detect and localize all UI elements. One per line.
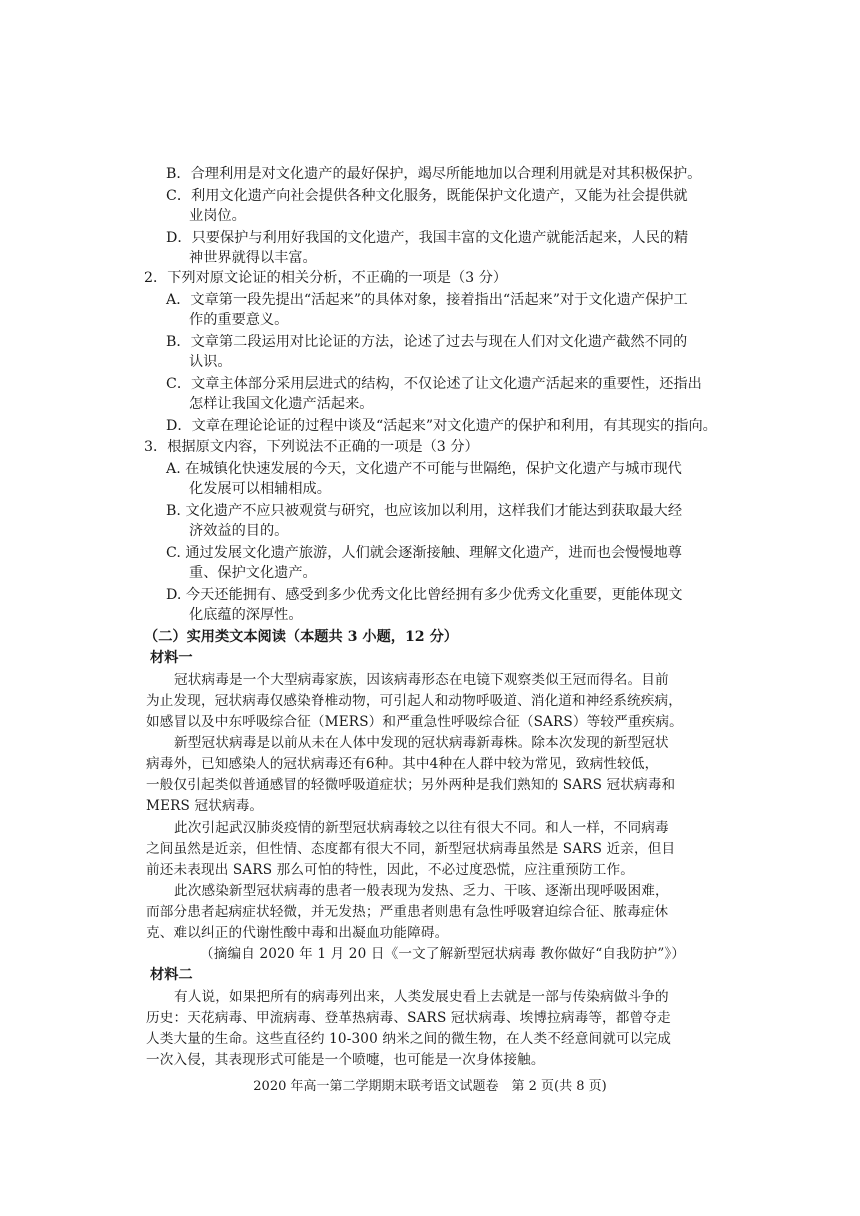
section-heading: （二）实用类文本阅读（本题共 3 小题，12 分） xyxy=(144,629,458,645)
material1-line: 此次引起武汉肺炎疫情的新型冠状病毒较之以往有很大不同。和人一样，不同病毒 xyxy=(174,820,669,836)
material2-line: 人类大量的生命。这些直径约 10-300 纳米之间的微生物，在人类不经意间就可以完成 xyxy=(146,1031,671,1047)
q2-option-b: B．文章第二段运用对比论证的方法，论述了过去与现在人们对文化遗产截然不同的 xyxy=(166,334,688,350)
q3-option-a-cont: 化发展可以相辅相成。 xyxy=(189,481,331,497)
q3-option-c-cont: 重、保护文化遗产。 xyxy=(189,565,317,581)
q1-option-c-cont: 业岗位。 xyxy=(189,208,246,224)
q3-option-a: A. 在城镇化快速发展的今天，文化遗产不可能与世隔绝，保护文化遗产与城市现代 xyxy=(166,461,682,477)
material1-line: 而部分患者起病症状轻微，并无发热；严重患者则患有急性呼吸窘迫综合征、脓毒症休 xyxy=(146,904,669,920)
material1-line: 此次感染新型冠状病毒的患者一般表现为发热、乏力、干咳、逐渐出现呼吸困难， xyxy=(174,883,669,899)
material1-line: 克、难以纠正的代谢性酸中毒和出凝血功能障碍。 xyxy=(146,925,449,941)
material1-source: （摘编自 2020 年 1 月 20 日《一文了解新型冠状病毒 教你做好“自我防护”》） xyxy=(200,946,686,962)
q3-option-d-cont: 化底蕴的深厚性。 xyxy=(189,607,303,623)
q2-option-c: C．文章主体部分采用层进式的结构，不仅论述了让文化遗产活起来的重要性，还指出 xyxy=(166,376,702,392)
q3-stem: 3．根据原文内容，下列说法不正确的一项是（3 分） xyxy=(144,439,479,455)
q2-option-a-cont: 作的重要意义。 xyxy=(189,312,289,328)
material1-line: 一般仅引起类似普通感冒的轻微呼吸道症状；另外两种是我们熟知的 SARS 冠状病毒和 xyxy=(146,777,676,793)
material1-line: 前还未表现出 SARS 那么可怕的特性，因此，不必过度恐慌，应注重预防工作。 xyxy=(146,862,635,878)
q1-option-d-cont: 神世界就得以丰富。 xyxy=(189,250,317,266)
q1-option-b: B．合理利用是对文化遗产的最好保护，竭尽所能地加以合理利用就是对其积极保护。 xyxy=(166,166,702,182)
material1-line: 如感冒以及中东呼吸综合征（MERS）和严重急性呼吸综合征（SARS）等较严重疾病。 xyxy=(146,714,683,730)
q1-option-c: C．利用文化遗产向社会提供各种文化服务，既能保护文化遗产，又能为社会提供就 xyxy=(166,188,688,204)
material1-line: 冠状病毒是一个大型病毒家族，因该病毒形态在电镜下观察类似王冠而得名。目前 xyxy=(174,672,669,688)
q1-option-d: D．只要保护与利用好我国的文化遗产，我国丰富的文化遗产就能活起来，人民的精 xyxy=(166,230,689,246)
material2-title: 材料二 xyxy=(150,967,193,983)
q3-option-d: D. 今天还能拥有、感受到多少优秀文化比曾经拥有多少优秀文化重要，更能体现文 xyxy=(166,587,683,603)
q3-option-b: B. 文化遗产不应只被观赏与研究，也应该加以利用，这样我们才能达到获取最大经 xyxy=(166,503,683,519)
material2-line: 有人说，如果把所有的病毒列出来，人类发展史看上去就是一部与传染病做斗争的 xyxy=(174,989,669,1005)
q2-stem: 2．下列对原文论证的相关分析，不正确的一项是（3 分） xyxy=(144,270,508,286)
material1-line: MERS 冠状病毒。 xyxy=(146,798,264,814)
q2-option-d: D．文章在理论论证的过程中谈及“活起来”对文化遗产的保护和利用，有其现实的指向。 xyxy=(166,418,717,434)
q2-option-c-cont: 怎样让我国文化遗产活起来。 xyxy=(189,396,374,412)
material1-title: 材料一 xyxy=(150,650,193,666)
material1-line: 之间虽然是近亲，但性情、态度都有很大不同，新型冠状病毒虽然是 SARS 近亲，但目 xyxy=(146,841,676,857)
material1-line: 为止发现，冠状病毒仅感染脊椎动物，可引起人和动物呼吸道、消化道和神经系统疾病， xyxy=(146,693,683,709)
q3-option-b-cont: 济效益的目的。 xyxy=(189,523,289,539)
q3-option-c: C. 通过发展文化遗产旅游，人们就会逐渐接触、理解文化遗产，进而也会慢慢地尊 xyxy=(166,545,682,561)
q2-option-a: A．文章第一段先提出“活起来”的具体对象，接着指出“活起来”对于文化遗产保护工 xyxy=(166,292,688,308)
q2-option-b-cont: 认识。 xyxy=(189,354,232,370)
page-footer: 2020 年高一第二学期期末联考语文试题卷 第 2 页(共 8 页) xyxy=(253,1079,607,1094)
material1-line: 新型冠状病毒是以前从未在人体中发现的冠状病毒新毒株。除本次发现的新型冠状 xyxy=(174,735,669,751)
material2-line: 一次入侵，其表现形式可能是一个喷嚏，也可能是一次身体接触。 xyxy=(146,1052,545,1068)
material1-line: 病毒外，已知感染人的冠状病毒还有6种。其中4种在人群中较为常见，致病性较低， xyxy=(146,756,659,772)
material2-line: 历史：天花病毒、甲流病毒、登革热病毒、SARS 冠状病毒、埃博拉病毒等，都曾夺走 xyxy=(146,1010,671,1026)
